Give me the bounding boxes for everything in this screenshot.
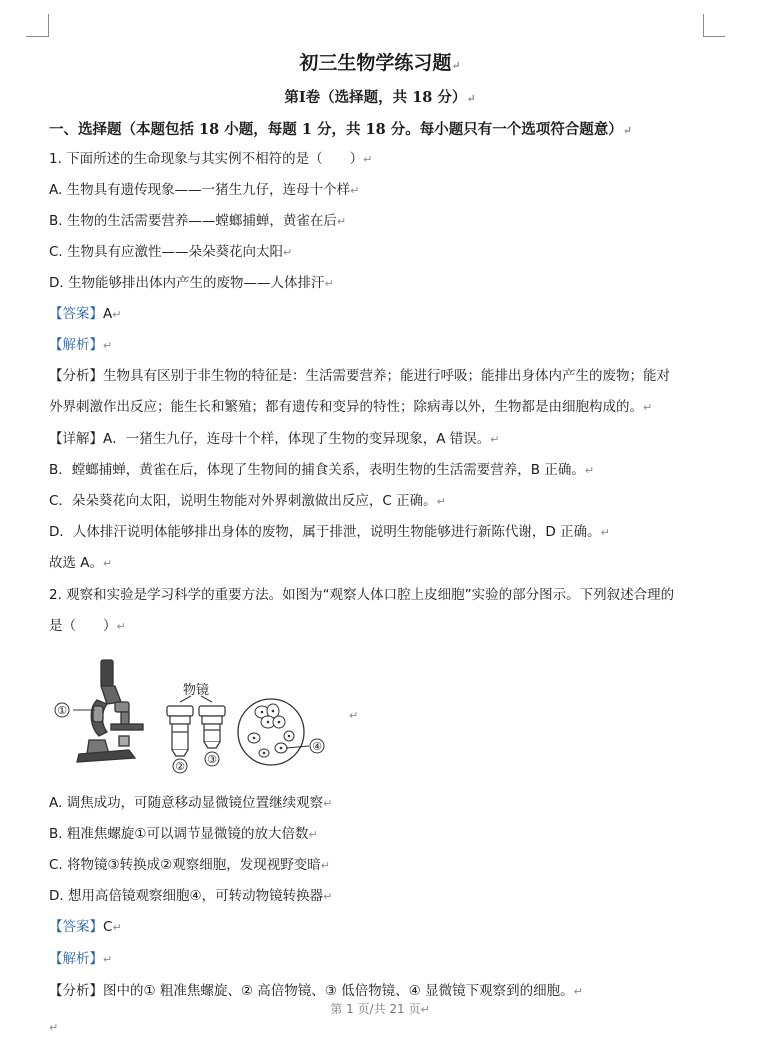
- page-footer: 第 1 页/共 21 页↵: [330, 1002, 430, 1016]
- crop-mark-top-left-h: [26, 36, 49, 37]
- q1-stem: 1. 下面所述的生命现象与其实例不相符的是（ ）↵: [49, 151, 373, 167]
- q2-analysis-label: 【解析】↵: [49, 951, 113, 967]
- q1-detail-a: 【详解】A．一猪生九仔，连母十个样，体现了生物的变异现象，A 错误。↵: [49, 431, 500, 447]
- q1-fenxi-line1: 【分析】生物具有区别于非生物的特征是：生活需要营养；能进行呼吸；能排出身体内产生的废物；能对: [49, 368, 670, 384]
- q2-fenxi: 【分析】图中的① 粗准焦螺旋、② 高倍物镜、③ 低倍物镜、④ 显微镜下观察到的细胞。↵: [49, 983, 583, 999]
- q1-option-d: D. 生物能够排出体内产生的废物——人体排汗↵: [49, 275, 334, 291]
- trailing-para-mark: ↵: [49, 1021, 59, 1034]
- q2-option-c: C. 将物镜③转换成②观察细胞，发现视野变暗↵: [49, 857, 330, 873]
- q1-analysis-label: 【解析】↵: [49, 337, 113, 353]
- q1-option-a: A. 生物具有遗传现象——一猪生九仔，连母十个样↵: [49, 182, 360, 198]
- q1-fenxi-line2: 外界刺激作出反应；能生长和繁殖；都有遗传和变异的特性；除病毒以外，生物都是由细胞构成的。↵: [49, 399, 653, 415]
- field-of-view: [238, 699, 304, 765]
- q1-option-b: B. 生物的生活需要营养——螳螂捕蝉，黄雀在后↵: [49, 213, 347, 229]
- q1-detail-b: B．螳螂捕蝉，黄雀在后，体现了生物间的捕食关系，表明生物的生活需要营养，B 正确。↵: [49, 462, 595, 478]
- q1-choice: 故选 A。↵: [49, 555, 113, 571]
- label-1: ①: [57, 704, 67, 717]
- q2-answer: 【答案】C↵: [49, 919, 122, 935]
- section-heading: 一、选择题（本题包括 18 小题，每题 1 分，共 18 分。每小题只有一个选项符合题意）↵: [49, 121, 632, 138]
- label-3: ③: [207, 753, 217, 766]
- crop-mark-top-right-h: [703, 36, 725, 37]
- answer-tag: 【答案】: [49, 919, 103, 935]
- q1-option-c: C. 生物具有应激性——朵朵葵花向太阳↵: [49, 244, 293, 260]
- objective-label: 物镜: [182, 683, 210, 698]
- crop-mark-top-left: [48, 14, 49, 36]
- q2-stem-line2: 是（ ）↵: [49, 618, 126, 634]
- q2-option-d: D. 想用高倍镜观察细胞④，可转动物镜转换器↵: [49, 888, 333, 904]
- q1-answer: 【答案】A↵: [49, 306, 122, 322]
- q2-option-a: A. 调焦成功，可随意移动显微镜位置继续观察↵: [49, 795, 333, 811]
- q1-detail-d: D．人体排汗说明体能够排出身体的废物，属于排泄，说明生物能够进行新陈代谢，D 正确。↵: [49, 524, 610, 540]
- objective-lens-2: [167, 706, 193, 756]
- microscope-icon: [77, 660, 143, 762]
- q2-option-b: B. 粗准焦螺旋①可以调节显微镜的放大倍数↵: [49, 826, 318, 842]
- microscope-figure: [49, 658, 359, 778]
- figure-para-mark: ↵: [349, 709, 359, 722]
- answer-tag: 【答案】: [49, 306, 103, 322]
- label-2: ②: [175, 760, 185, 773]
- crop-mark-top-right: [703, 14, 704, 36]
- q2-stem-line1: 2. 观察和实验是学习科学的重要方法。如图为“观察人体口腔上皮细胞”实验的部分图示。下列叙述合理的: [49, 587, 675, 603]
- document-title: 初三生物学练习题↵: [299, 52, 461, 74]
- label-4: ④: [312, 740, 322, 753]
- document-subtitle: 第Ⅰ卷（选择题，共 18 分）↵: [284, 89, 476, 106]
- microscope-diagram: [49, 658, 359, 778]
- q1-detail-c: C．朵朵葵花向太阳，说明生物能对外界刺激做出反应，C 正确。↵: [49, 493, 446, 509]
- objective-lens-3: [199, 706, 225, 748]
